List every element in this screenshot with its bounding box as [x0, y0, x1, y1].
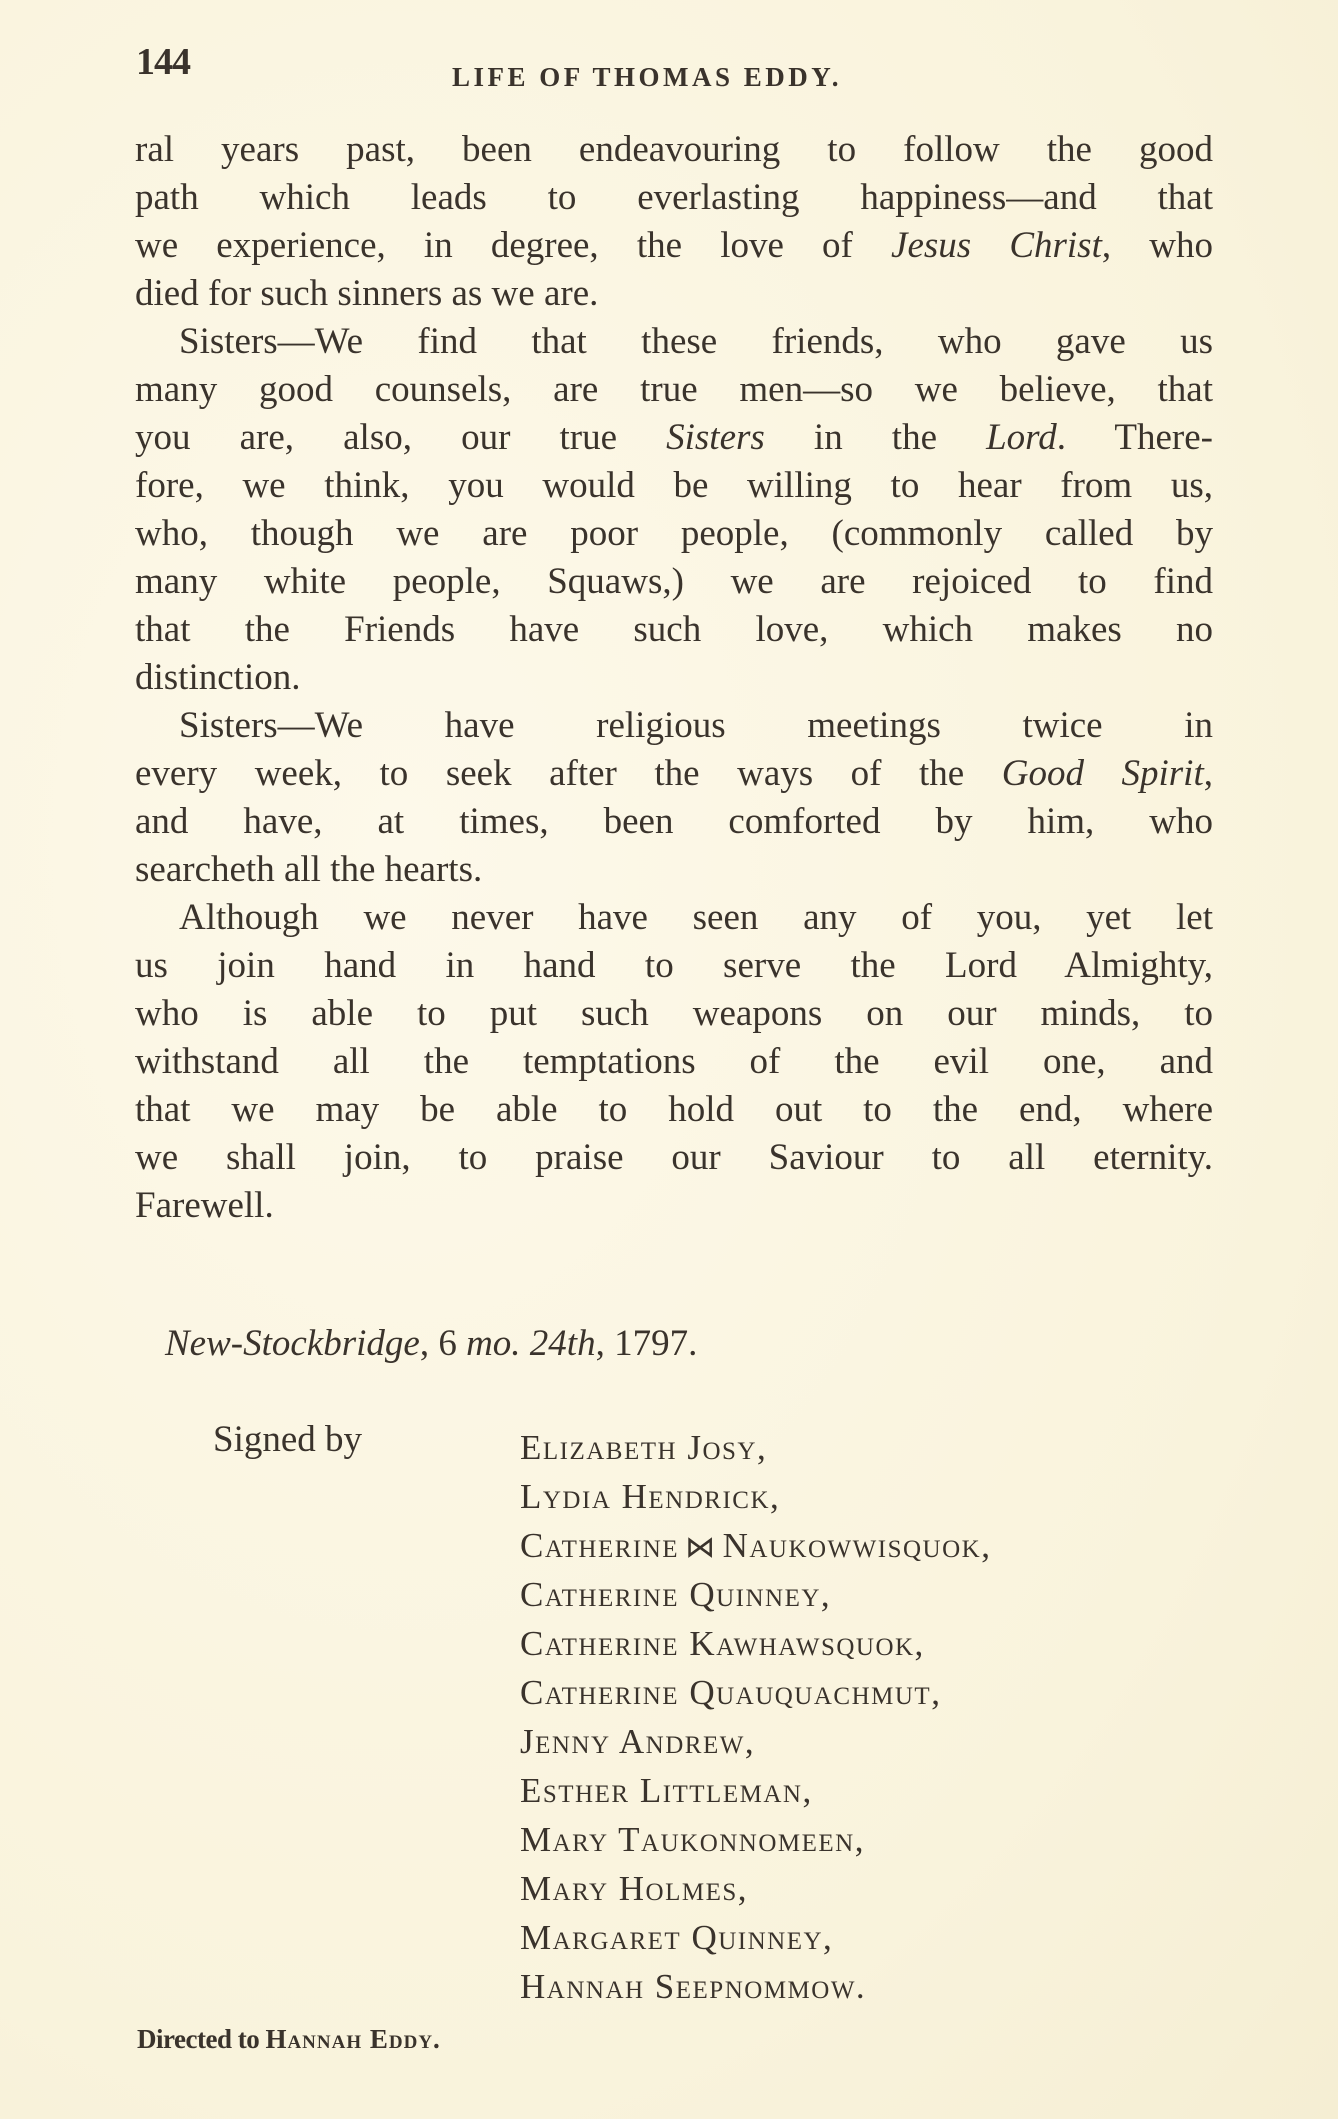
italic-phrase: Jesus Christ — [891, 225, 1102, 266]
text-segment: who, though we are poor people, (commonly called by — [135, 513, 1213, 554]
text-line — [135, 990, 1213, 1038]
page-number: 144 — [136, 41, 190, 83]
text-line — [135, 942, 1213, 990]
text-segment: you are, also, our true — [135, 417, 667, 458]
text-segment: that the Friends have such love, which makes no — [135, 609, 1213, 650]
text-segment: . There- — [1056, 417, 1213, 458]
text-line — [135, 1134, 1213, 1182]
text-segment: died for such sinners as we are. — [135, 273, 599, 314]
text-line — [135, 366, 1213, 414]
text-line — [135, 270, 1213, 318]
dateline-place: New-Stockbridge — [165, 1323, 420, 1364]
text-line — [135, 558, 1213, 606]
text-segment: many good counsels, are true men—so we believe, that — [135, 369, 1213, 410]
dateline-month-day: mo. 24th — [466, 1323, 596, 1364]
text-segment: withstand all the temptations of the evil one, and — [135, 1041, 1213, 1082]
text-segment: , — [1203, 753, 1213, 794]
signed-by-label: Signed by — [213, 1419, 363, 1460]
signatory-name — [520, 1521, 991, 1570]
first-name: Mary — [520, 1820, 609, 1859]
text-segment: and have, at times, been comforted by him, who — [135, 801, 1213, 842]
text-line — [135, 654, 1213, 702]
signature-mark-icon: ⋈ — [685, 1531, 717, 1564]
text-segment: every week, to seek after the ways of the — [135, 753, 1002, 794]
signatory-name — [520, 1766, 991, 1815]
text-line — [135, 1086, 1213, 1134]
first-name: Margaret — [520, 1918, 682, 1957]
text-segment: many white people, Squaws,) we are rejoiced to find — [135, 561, 1213, 602]
text-segment: in the — [764, 417, 987, 458]
text-segment: , who — [1101, 225, 1213, 266]
paragraph — [135, 318, 1213, 702]
signatory-list — [520, 1423, 991, 2011]
letter-body — [135, 126, 1213, 1230]
first-name: Catherine — [520, 1624, 680, 1663]
text-line — [135, 798, 1213, 846]
first-name: Hannah — [520, 1967, 645, 2006]
text-line — [135, 1182, 1213, 1230]
first-name: Jenny — [520, 1722, 611, 1761]
text-segment: ral years past, been endeavouring to follow the good — [135, 129, 1213, 170]
text-segment: searcheth all the hearts. — [135, 849, 483, 890]
paragraph — [135, 894, 1213, 1230]
first-name: Catherine — [520, 1673, 680, 1712]
text-segment: who is able to put such weapons on our minds, to — [135, 993, 1213, 1034]
signatory-name — [520, 1619, 991, 1668]
text-line — [135, 126, 1213, 174]
first-name: Lydia — [520, 1477, 612, 1516]
text-segment: Sisters—We find that these friends, who gave us — [179, 321, 1213, 362]
signatory-name — [520, 1668, 991, 1717]
first-name: Mary — [520, 1869, 609, 1908]
signatory-name — [520, 1864, 991, 1913]
text-line — [135, 894, 1213, 942]
signatory-name — [520, 1815, 991, 1864]
last-name: Josy, — [687, 1428, 768, 1467]
signatory-name — [520, 1717, 991, 1766]
text-segment: distinction. — [135, 657, 301, 698]
dateline-year: , 1797. — [595, 1323, 698, 1364]
signatory-name — [520, 1423, 991, 1472]
text-line — [135, 510, 1213, 558]
dateline — [165, 1322, 697, 1365]
last-name: Taukonnomeen, — [618, 1820, 865, 1859]
running-head: LIFE OF THOMAS EDDY. — [452, 62, 843, 92]
text-segment: fore, we think, you would be willing to hear from us, — [135, 465, 1213, 506]
last-name: Holmes, — [618, 1869, 749, 1908]
text-segment: we shall join, to praise our Saviour to all eternity. — [135, 1137, 1213, 1178]
paragraph — [135, 126, 1213, 318]
last-name: Naukowwisquok, — [722, 1526, 992, 1565]
last-name: Quinney, — [691, 1918, 834, 1957]
signatory-name — [520, 1913, 991, 1962]
text-segment: Although we never have seen any of you, yet let — [179, 897, 1213, 938]
text-segment: we experience, in degree, the love of — [135, 225, 892, 266]
paragraph — [135, 702, 1213, 894]
text-line — [135, 702, 1213, 750]
text-line — [135, 414, 1213, 462]
signatory-name — [520, 1570, 991, 1619]
first-name: Catherine — [520, 1526, 680, 1565]
first-name: Esther — [520, 1771, 630, 1810]
text-line — [135, 606, 1213, 654]
last-name: Andrew, — [618, 1722, 756, 1761]
last-name: Kawhawsquok, — [689, 1624, 925, 1663]
text-segment: that we may be able to hold out to the end, where — [135, 1089, 1213, 1130]
directed-to-line — [137, 2024, 441, 2055]
text-line — [135, 174, 1213, 222]
directed-name: Hannah Eddy. — [265, 2024, 441, 2054]
text-line — [135, 1038, 1213, 1086]
text-line — [135, 222, 1213, 270]
text-segment: Farewell. — [135, 1185, 274, 1226]
last-name: Hendrick, — [621, 1477, 781, 1516]
signatory-name — [520, 1472, 991, 1521]
last-name: Quinney, — [689, 1575, 832, 1614]
directed-prefix: Directed to — [137, 2024, 266, 2054]
last-name: Seepnommow. — [654, 1967, 867, 2006]
italic-phrase: Sisters — [666, 417, 765, 458]
first-name: Elizabeth — [520, 1428, 678, 1467]
text-line — [135, 846, 1213, 894]
text-segment: us join hand in hand to serve the Lord Almighty, — [135, 945, 1213, 986]
text-line — [135, 462, 1213, 510]
text-segment: path which leads to everlasting happiness—and that — [135, 177, 1213, 218]
last-name: Quauquachmut, — [689, 1673, 942, 1712]
text-line — [135, 750, 1213, 798]
italic-phrase: Good Spirit — [1001, 753, 1204, 794]
first-name: Catherine — [520, 1575, 680, 1614]
dateline-sep: , 6 — [419, 1323, 467, 1364]
text-line — [135, 318, 1213, 366]
italic-phrase: Lord — [986, 417, 1057, 458]
text-segment: Sisters—We have religious meetings twice in — [179, 705, 1213, 746]
last-name: Littleman, — [639, 1771, 813, 1810]
signatory-name — [520, 1962, 991, 2011]
